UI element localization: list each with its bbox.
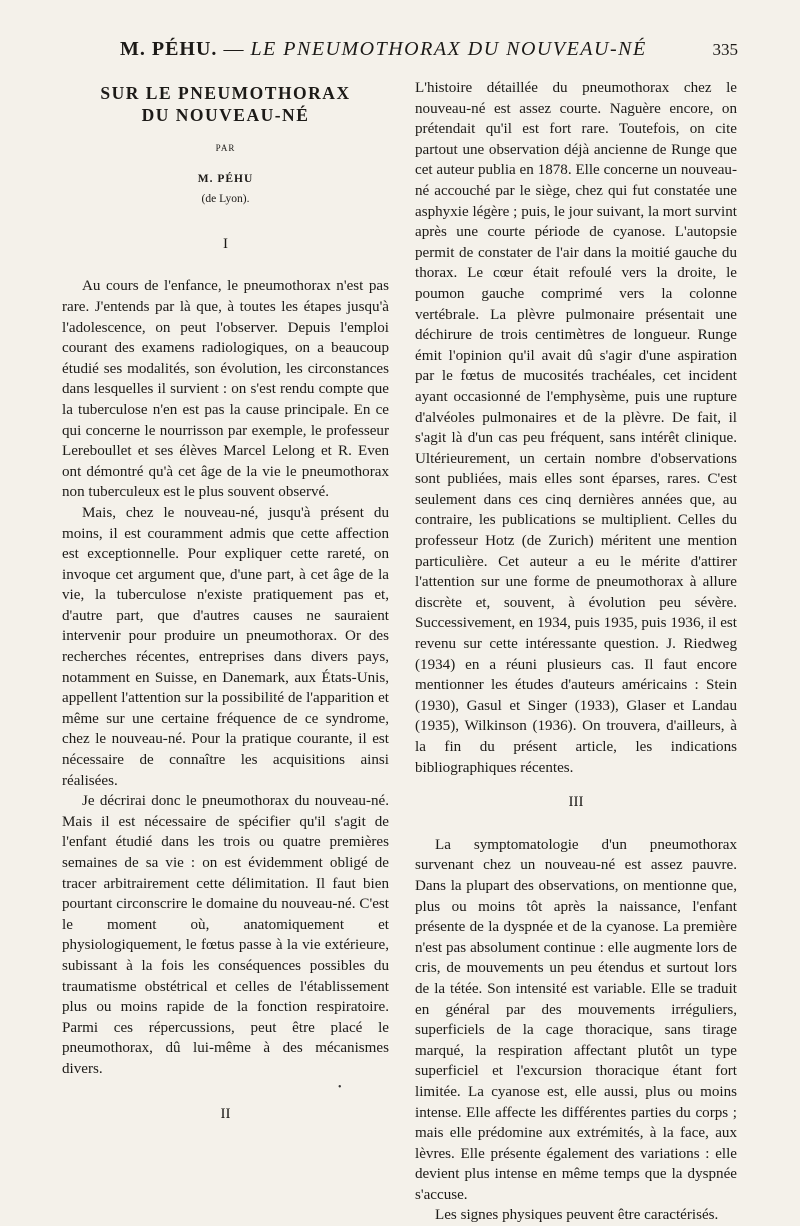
paragraph-3: Je décrirai donc le pneumothorax du nouveau-né. Mais il est nécessaire de spécifier qu'il s'agit de l'enfant étudié dans les trois ou quatre premières semaines de sa vie : on est évidemment obligé de tracer arbitrairement cette délimitation. Il faut bien pourtant circonscrire le domaine du nouveau-né. C'est le moment où, anatomiquement et physiologiquement, le fœtus passe à la vie extérieure, subissant à la fois les conséquences possibles du traumatisme obstétrical et celles de l'établissement plus ou moins rapide de la fonction respiratoire. Parmi ces répercussions, peut être placé le pneumothorax, dû lui-même à des mécanismes divers. bbox=[62, 793, 389, 1077]
paragraph-6: Les signes physiques peuvent être caractérisés. bbox=[435, 1207, 719, 1224]
par-label: PAR bbox=[215, 143, 236, 153]
running-head-author: M. PÉHU. bbox=[120, 38, 218, 60]
page-number: 335 bbox=[712, 40, 738, 59]
running-head-title: LE PNEUMOTHORAX DU NOUVEAU-NÉ bbox=[250, 38, 647, 60]
running-head bbox=[120, 38, 738, 61]
paragraph-2: Mais, chez le nouveau-né, jusqu'à présent du moins, il est couramment admis que cette affection est exceptionnelle. Pour expliquer cette rareté, on invoque cet argument que, d'une part, à cet âge de la vie, la tuberculose n'existe pratiquement pas et, d'autre part, que d'autres causes ne sauraient intervenir pour produire un pneumothorax. Or des recherches récentes, entreprises dans divers pays, notamment en Suisse, en Danemark, aux États-Unis, appellent l'attention sur la possibilité de l'apparition et même sur une certaine fréquence de ce syndrome, chez le nouveau-né. Pour la pratique courante, il est nécessaire de connaître les acquisitions ainsi réalisées. bbox=[62, 504, 389, 789]
paragraph-4-continued: L'histoire détaillée du pneumothorax chez le nouveau-né est assez courte. Naguère encore, on prétendait qu'il est fort rare. Toutefois, on cite partout une observation déjà ancienne de Runge que cet auteur publia en 1878. Elle concerne un nouveau-né accouché par le siège, chez qui fut constatée une asphyxie légère ; puis, le jour suivant, la mort survint après une courte période de cyanose. L'autopsie permit de constater de l'air dans la moitié gauche du thorax. Le cœur était refoulé vers la droite, le poumon gauche comprimé vers la colonne vertébrale. La plèvre pulmonaire présentait une déchirure de trois centimètres de longueur. Runge émit l'opinion qu'il avait dû s'agir d'une aspiration par le fœtus de mucosités trachéales, cet incident ayant occasionné de l'emphysème, puis une rupture d'alvéoles pulmonaires et de la plèvre. De fait, il s'agit là d'un cas peu fréquent, sans intérêt clinique. Ultérieurement, un certain nombre d'observations sont publiées, mais elles sont éparses, rares. C'est seulement dans ces cinq dernières années que, au contraire, les publications se multiplient. Celles du professeur Hotz (de Zurich) méritent une mention particulière. Cet auteur a eu le mérite d'attirer l'attention sur une forme de pneumothorax à allure discrète et, souvent, à évolution peu sévère. Successivement, en 1934, puis 1935, puis 1936, il est revenu sur cette intéressante question. J. Riedweg (1934) en a réuni plusieurs cas. Il faut encore mentionner les études d'auteurs américains : Stein (1930), Gasul et Singer (1933), Glaser et Landau (1935), Wilkinson (1936). On trouvera, d'ailleurs, à la fin du présent article, les indications bibliographiques récentes. bbox=[415, 80, 737, 776]
section-heading-3: III bbox=[568, 794, 584, 811]
article-title-line-1: SUR LE PNEUMOTHORAX bbox=[100, 83, 351, 103]
paragraph-5: La symptomatologie d'un pneumothorax survenant chez un nouveau-né est assez pauvre. Dans la plupart des observations, on mentionne que, plus ou moins tôt après la naissance, l'enfant présente de la dyspnée et de la cyanose. La première n'est pas absolument continue : elle augmente lors de cris, de mouvements un peu étendus et surtout lors de la tétée. Son intensité est variable. Elle se traduit en général par des mouvements irréguliers, superficiels de la cage thoracique, sans tirage marqué, la respiration affectant plutôt un type superficiel et l'excursion thoracique étant fort limitée. La cyanose est, elle aussi, plus ou moins intense. Elle affecte les différentes parties du corps ; mais elle prédomine aux extrémités, à la face, aux lèvres. Elle présente également des variations : elle devient plus intense en même temps que la dyspnée s'accuse. bbox=[415, 836, 737, 1203]
article-title-line-2: DU NOUVEAU-NÉ bbox=[141, 105, 310, 125]
running-head-separator: — bbox=[223, 38, 245, 60]
section-heading-2: II bbox=[220, 1105, 231, 1122]
section-heading-1: I bbox=[223, 235, 228, 252]
left-column bbox=[62, 78, 389, 1146]
article-author: M. PÉHU bbox=[197, 172, 254, 185]
article-title bbox=[62, 82, 389, 126]
paragraph-1: Au cours de l'enfance, le pneumothorax n'est pas rare. J'entends par là que, à toutes les étapes jusqu'à l'adolescence, on peut l'observer. Depuis l'emploi courant des examens radiologiques, on a beaucoup étudié ses modalités, son évolution, les circonstances dans lesquelles il survient : on s'est rendu compte que la tuberculose n'en est pas la cause principale. En ce qui concerne le nourrisson par exemple, le professeur Lereboullet et ses élèves Marcel Lelong et R. Even ont démontré qu'à cet âge de la vie le pneumothorax non tuberculeux est le plus souvent observé. bbox=[62, 278, 389, 501]
article-affiliation: (de Lyon). bbox=[201, 193, 250, 206]
right-column bbox=[415, 78, 737, 1226]
footer-mark: • bbox=[338, 1082, 342, 1093]
